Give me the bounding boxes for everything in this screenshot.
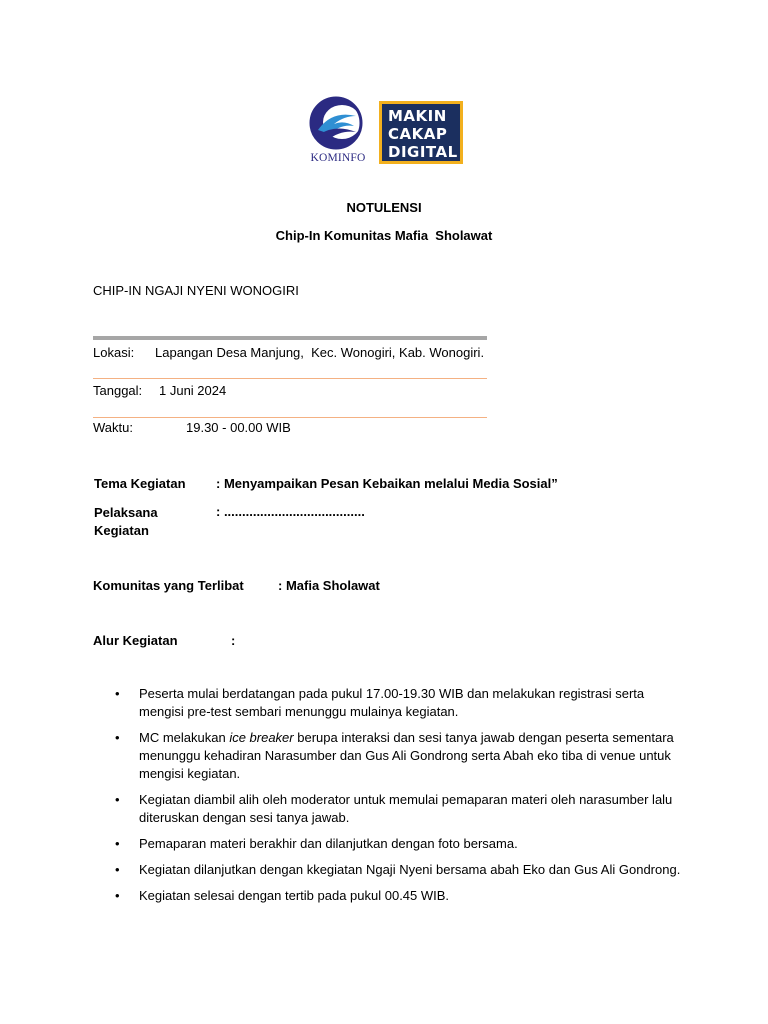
alur-label: Alur Kegiatan <box>93 633 178 648</box>
waktu-value: 19.30 - 00.00 WIB <box>186 420 291 435</box>
pelaksana-label-line2: Kegiatan <box>94 523 149 538</box>
makin-cakap-digital-logo <box>379 101 463 164</box>
list-item <box>115 791 685 827</box>
bullet-icon: • <box>115 792 120 807</box>
event-name: CHIP-IN NGAJI NYENI WONOGIRI <box>93 283 299 298</box>
list-item <box>115 887 685 905</box>
alur-colon: : <box>231 633 236 648</box>
list-item-text: Kegiatan dilanjutkan dengan kkegiatan Ngaji Nyeni bersama abah Eko dan Gus Ali Gondrong. <box>139 862 681 877</box>
list-item-text: Kegiatan diambil alih oleh moderator untuk memulai pemaparan materi oleh narasumber lalu diteruskan dengan sesi tanya jawab. <box>139 792 673 825</box>
pelaksana-label <box>94 504 158 540</box>
tema-label: Tema Kegiatan <box>94 476 186 491</box>
list-item <box>115 729 685 783</box>
bullet-icon: • <box>115 686 120 701</box>
document-subtitle: Chip-In Komunitas Mafia Sholawat <box>275 228 493 243</box>
lokasi-value: Lapangan Desa Manjung, Kec. Wonogiri, Kab. Wonogiri. <box>155 345 485 360</box>
activity-list <box>115 685 685 913</box>
waktu-label: Waktu: <box>93 420 133 435</box>
bullet-icon: • <box>115 888 120 903</box>
list-item <box>115 685 685 721</box>
bullet-icon: • <box>115 836 120 851</box>
document-title: NOTULENSI <box>346 200 422 215</box>
pelaksana-label-line1: Pelaksana <box>94 505 158 520</box>
tanggal-label: Tanggal: <box>93 383 143 398</box>
list-item-text-italic: ice breaker <box>229 730 294 745</box>
pelaksana-value: : ....................................... <box>216 504 365 519</box>
kominfo-wordmark: KOMINFO <box>310 152 366 164</box>
list-item-text: Pemaparan materi berakhir dan dilanjutkan dengan foto bersama. <box>139 836 518 851</box>
tema-value: : Menyampaikan Pesan Kebaikan melalui Media Sosial” <box>216 476 558 491</box>
logo-word-digital: DIGITAL <box>388 143 458 161</box>
info-top-rule <box>93 336 487 340</box>
tanggal-value: 1 Juni 2024 <box>159 383 227 398</box>
lokasi-label: Lokasi: <box>93 345 135 360</box>
info-divider-2 <box>93 417 487 418</box>
komunitas-label: Komunitas yang Terlibat <box>93 578 244 593</box>
info-divider-1 <box>93 378 487 379</box>
list-item-text: Peserta mulai berdatangan pada pukul 17.00-19.30 WIB dan melakukan registrasi serta mengisi pre-test sembari menunggu mulainya kegiatan. <box>139 686 645 719</box>
list-item <box>115 835 685 853</box>
kominfo-logo <box>300 94 376 168</box>
list-item <box>115 861 685 879</box>
list-item-text: Kegiatan selesai dengan tertib pada pukul 00.45 WIB. <box>139 888 450 903</box>
kominfo-emblem-icon <box>300 94 376 152</box>
bullet-icon: • <box>115 862 120 877</box>
logo-word-cakap: CAKAP <box>388 125 448 143</box>
logo-word-makin: MAKIN <box>388 107 447 125</box>
komunitas-value: : Mafia Sholawat <box>278 578 380 593</box>
list-item-text-pre: MC melakukan <box>139 730 230 745</box>
bullet-icon: • <box>115 730 120 745</box>
list-item-text-post: berupa interaksi dan sesi tanya jawab dengan peserta sementara menunggu kehadiran Narasumber dan Gus Ali Gondrong serta Abah eko tiba di venue untuk mengisi kegiatan. <box>139 730 674 781</box>
